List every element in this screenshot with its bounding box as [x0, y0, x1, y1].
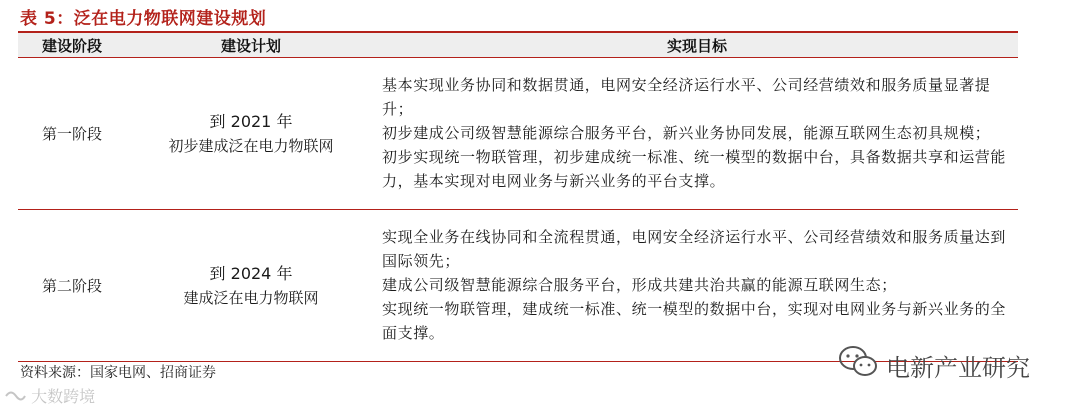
plan-description: 建成泛在电力物联网	[183, 288, 319, 307]
table-header-row	[18, 32, 1018, 58]
header-goals: 实现目标	[376, 32, 1018, 58]
wechat-icon	[838, 345, 878, 385]
goals-cell	[376, 210, 1018, 362]
goal-item: 初步建成公司级智慧能源综合服务平台，新兴业务协同发展，能源互联网生态初具规模；	[382, 123, 991, 142]
plan-year: 到 2021 年	[209, 111, 293, 131]
goal-item: 实现统一物联管理，建成统一标准、统一模型的数据中台，实现对电网业务与新兴业务的全面支撑。	[382, 299, 1007, 342]
plan-cell	[126, 210, 376, 362]
plan-description: 初步建成泛在电力物联网	[168, 136, 334, 155]
goal-item: 实现全业务在线协同和全流程贯通，电网安全经济运行水平、公司经营绩效和服务质量达到国际领先；	[382, 227, 1007, 270]
watermark-right	[838, 345, 1030, 385]
goal-item: 基本实现业务协同和数据贯通，电网安全经济运行水平、公司经营绩效和服务质量显著提升；	[382, 75, 991, 118]
watermark-left-text: 大数跨境	[31, 387, 96, 406]
plan-cell	[126, 58, 376, 210]
planning-table	[18, 31, 1018, 362]
plan-year: 到 2024 年	[209, 263, 293, 283]
watermark-left	[4, 384, 95, 407]
source-note: 资料来源：国家电网、招商证券	[20, 365, 216, 381]
watermark-right-text: 电新产业研究	[886, 353, 1030, 382]
header-stage: 建设阶段	[18, 32, 126, 58]
stage-cell: 第一阶段	[18, 58, 126, 210]
table-title: 表 5：泛在电力物联网建设规划	[20, 9, 267, 29]
table-row	[18, 58, 1018, 210]
watermark-logo-icon	[4, 388, 26, 404]
goal-item: 建成公司级智慧能源综合服务平台，形成共建共治共赢的能源互联网生态；	[382, 275, 897, 294]
goals-cell	[376, 58, 1018, 210]
goal-item: 初步实现统一物联管理，初步建成统一标准、统一模型的数据中台，具备数据共享和运营能力，基本实现对电网业务与新兴业务的平台支撑。	[382, 147, 1007, 190]
table-row	[18, 210, 1018, 362]
header-plan: 建设计划	[126, 32, 376, 58]
stage-cell: 第二阶段	[18, 210, 126, 362]
